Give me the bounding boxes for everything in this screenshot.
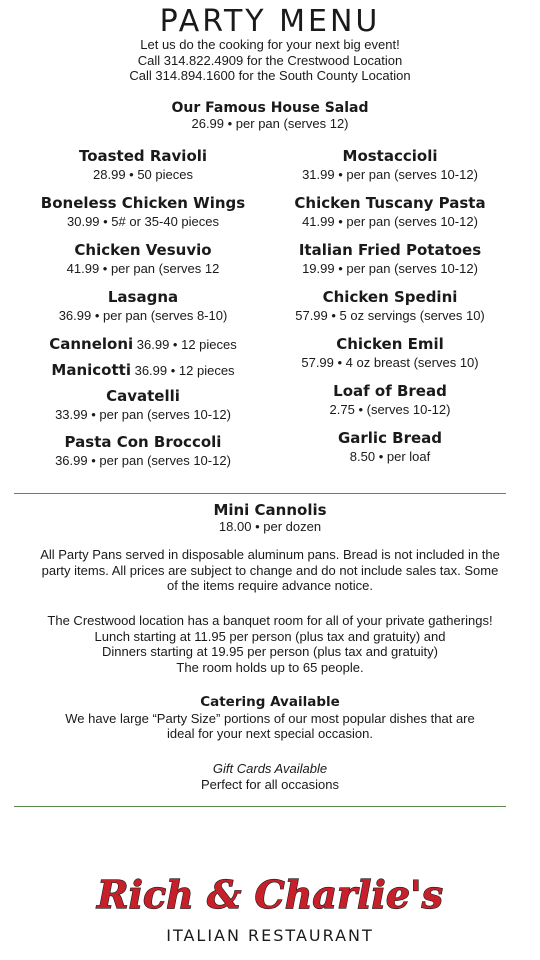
note-line: party items. All prices are subject to change and do not include sales tax. Some [41, 562, 499, 578]
banquet-line: Lunch starting at 11.95 per person (plus tax and gratuity) and [94, 628, 446, 644]
item-name: Mini Cannolis [213, 501, 327, 519]
house-salad [0, 100, 540, 131]
item-detail: 57.99 • 5 oz servings (serves 10) [295, 308, 485, 323]
intro-text [0, 37, 540, 84]
item-name: Loaf of Bread [333, 382, 447, 400]
menu-column-left [18, 147, 268, 477]
item-name: Pasta Con Broccoli [64, 433, 222, 451]
item-detail: 8.50 • per loaf [349, 449, 431, 464]
item-detail: 18.00 • per dozen [218, 518, 322, 534]
menu-item [260, 147, 520, 182]
divider [14, 493, 506, 494]
menu-item [18, 387, 268, 422]
item-detail: 19.99 • per pan (serves 10-12) [302, 261, 478, 276]
item-name: Chicken Vesuvio [74, 241, 212, 259]
banquet-line: The Crestwood location has a banquet room for all of your private gatherings! [47, 613, 493, 628]
item-detail: 28.99 • 50 pieces [93, 167, 193, 182]
item-name: Toasted Ravioli [78, 147, 208, 165]
note-line: All Party Pans served in disposable aluminum pans. Bread is not included in the [40, 547, 500, 562]
logo-wordmark [96, 868, 444, 920]
banquet-info [10, 613, 530, 675]
item-detail: 33.99 • per pan (serves 10-12) [55, 407, 231, 422]
item-name: Italian Fried Potatoes [298, 241, 482, 259]
menu-item [260, 241, 520, 276]
menu-item [18, 194, 268, 229]
item-name: Manicotti [51, 361, 131, 379]
item-name: Our Famous House Salad [171, 100, 369, 116]
menu-item [260, 429, 520, 464]
item-name: Boneless Chicken Wings [40, 194, 246, 212]
gift-cards-info [10, 761, 530, 792]
menu-item [18, 241, 268, 276]
item-name: Cavatelli [106, 387, 180, 405]
item-name: Chicken Emil [336, 335, 444, 353]
menu-item [18, 147, 268, 182]
menu-item [260, 288, 520, 323]
banquet-line: The room holds up to 65 people. [176, 659, 364, 675]
catering-line: ideal for your next special occasion. [167, 726, 373, 741]
menu-item [18, 433, 268, 468]
item-detail: 57.99 • 4 oz breast (serves 10) [301, 355, 479, 370]
item-detail: 36.99 • per pan (serves 10-12) [55, 453, 231, 468]
item-detail: 36.99 • 12 pieces [130, 363, 235, 378]
banquet-line: Dinners starting at 19.95 per person (plus tax and gratuity) [101, 644, 438, 659]
page-title: PARTY MENU [159, 4, 381, 39]
logo-text: Rich & Charlie's [96, 872, 444, 917]
item-detail: 36.99 • per pan (serves 8-10) [58, 308, 228, 323]
restaurant-tagline: ITALIAN RESTAURANT [166, 926, 374, 945]
item-name: Chicken Tuscany Pasta [294, 194, 486, 212]
menu-item [18, 361, 268, 379]
catering-info [10, 695, 530, 742]
gift-cards-title: Gift Cards Available [212, 761, 328, 776]
menu-item [260, 194, 520, 229]
item-detail: 41.99 • per pan (serves 12 [66, 261, 220, 276]
restaurant-logo [0, 868, 540, 920]
note-line: of the items require advance notice. [167, 578, 373, 593]
item-name: Chicken Spedini [322, 288, 458, 306]
party-pan-notes [10, 547, 530, 594]
item-detail: 36.99 • 12 pieces [133, 337, 237, 352]
south-county-phone-line: Call 314.894.1600 for the South County Location [129, 68, 411, 83]
item-detail: 2.75 • (serves 10-12) [329, 402, 451, 417]
gift-cards-line: Perfect for all occasions [200, 776, 339, 792]
menu-item [18, 335, 268, 353]
item-detail: 31.99 • per pan (serves 10-12) [302, 167, 478, 182]
crestwood-phone-line: Call 314.822.4909 for the Crestwood Location [137, 52, 403, 68]
divider [14, 806, 506, 807]
menu-item [260, 382, 520, 417]
item-name: Garlic Bread [337, 429, 443, 447]
item-name: Canneloni [49, 335, 134, 353]
menu-item [18, 288, 268, 323]
menu-column-right [260, 147, 520, 477]
item-detail: 41.99 • per pan (serves 10-12) [302, 214, 478, 229]
catering-title: Catering Available [200, 694, 340, 710]
item-name: Mostaccioli [342, 147, 438, 165]
item-detail: 30.99 • 5# or 35-40 pieces [67, 214, 219, 229]
intro-line: Let us do the cooking for your next big event! [140, 37, 400, 52]
mini-cannolis [10, 503, 530, 534]
item-detail: 26.99 • per pan (serves 12) [191, 116, 349, 131]
catering-line: We have large “Party Size” portions of our most popular dishes that are [65, 710, 475, 726]
menu-item [260, 335, 520, 370]
item-name: Lasagna [107, 288, 179, 306]
